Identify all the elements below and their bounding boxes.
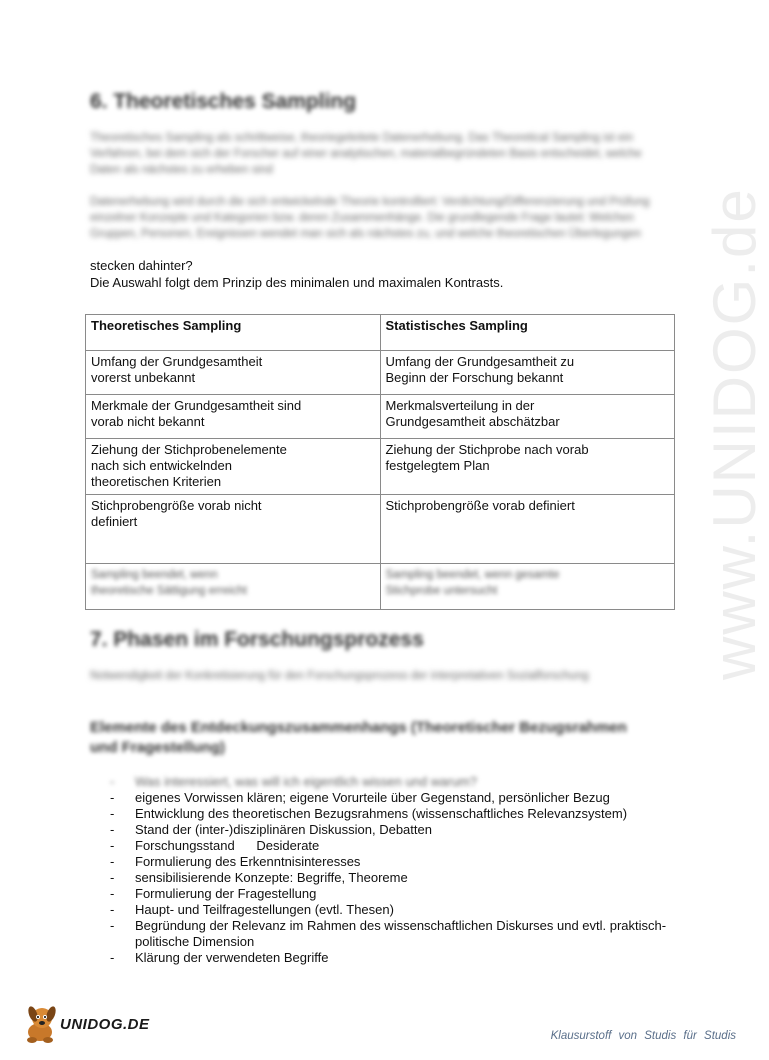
list-bullet: -: [110, 806, 115, 821]
list-bullet: -: [110, 854, 115, 869]
section-7-intro: Notwendigkeit der Konkretisierung für den Forschungsprozess der interpretativen Sozialforschung: [90, 670, 589, 682]
table-cell: Umfang der Grundgesamtheit zu Beginn der Forschung bekannt: [380, 351, 675, 395]
list-item: [110, 886, 670, 902]
list-item: [110, 790, 670, 806]
list-item-text: Haupt- und Teilfragestellungen (evtl. Thesen): [135, 902, 394, 917]
list-bullet: -: [110, 918, 115, 933]
list-bullet: -: [110, 950, 115, 965]
table-cell: [86, 564, 381, 610]
table-cell: Umfang der Grundgesamtheit vorerst unbekannt: [86, 351, 381, 395]
section-7-subheading: Elemente des Entdeckungszusammenhangs (Theoretischer Bezugsrahmen und Fragestellung): [90, 719, 627, 756]
list-item: [110, 950, 670, 966]
list-item-text: Formulierung der Fragestellung: [135, 886, 317, 901]
section-6-paragraph-2: Datenerhebung wird durch die sich entwickelnde Theorie kontrolliert: Verdichtung/Differenzierung und Prüfung einzelner Konzepte und Kategorien bzw. deren Zusammenhänge. Die grundlegende Frage lautet: Welchen Gruppen, Personen, Ereignissen wendet man sich als nächstes zu, und welche theoretischen Überlegungen: [90, 196, 650, 240]
list-item: [110, 838, 670, 854]
list-bullet: -: [110, 822, 115, 837]
dog-mascot-icon: [22, 1002, 62, 1044]
list-item-text: sensibilisierende Konzepte: Begriffe, Theoreme: [135, 870, 408, 885]
list-bullet: -: [110, 790, 115, 805]
table-cell: Merkmale der Grundgesamtheit sind vorab nicht bekannt: [86, 395, 381, 439]
watermark-text: www.UNIDOG.de: [701, 187, 768, 680]
section-6-paragraph-1: Theoretisches Sampling als schrittweise, theoriegeleitete Datenerhebung. Das Theoretical Sampling ist ein Verfahren, bei dem sich der Forscher auf einer analytischen, materialbegründeten Basis entscheidet, welche Daten als nächstes zu erheben sind: [90, 132, 642, 176]
table-header-cell: Statistisches Sampling: [380, 315, 675, 351]
table-cell-text: Sampling beendet, wenn gesamte Stichprobe untersucht: [385, 569, 560, 597]
list-item-text: Klärung der verwendeten Begriffe: [135, 950, 329, 965]
list-item: [110, 854, 670, 870]
list-item: [110, 870, 670, 886]
table-row: [86, 351, 675, 395]
table-header-row: [86, 315, 675, 351]
table-row: [86, 395, 675, 439]
unidog-logo[interactable]: [22, 1002, 162, 1048]
table-cell: Ziehung der Stichprobenelemente nach sich entwickelnden theoretischen Kriterien: [86, 439, 381, 495]
list-bullet: -: [110, 886, 115, 901]
list-bullet: -: [110, 838, 115, 853]
table-cell: [380, 564, 675, 610]
list-item-text: Was interessiert, was will ich eigentlich wissen und warum?: [135, 774, 477, 789]
elements-list: [110, 774, 670, 966]
logo-wordmark: UNIDOG.DE: [60, 1016, 150, 1033]
sampling-comparison-table: [85, 314, 675, 610]
list-bullet: -: [110, 774, 115, 789]
list-item-text: eigenes Vorwissen klären; eigene Vorurteile über Gegenstand, persönlicher Bezug: [135, 790, 610, 805]
table-cell: Stichprobengröße vorab definiert: [380, 495, 675, 564]
list-bullet: -: [110, 870, 115, 885]
section-6-heading: 6. Theoretisches Sampling: [90, 90, 357, 113]
table-cell: Ziehung der Stichprobe nach vorab festgelegtem Plan: [380, 439, 675, 495]
table-row: [86, 495, 675, 564]
list-item-text: Formulierung des Erkenntnisinteresses: [135, 854, 361, 869]
table-header-cell: Theoretisches Sampling: [86, 315, 381, 351]
list-item-text: Entwicklung des theoretischen Bezugsrahmens (wissenschaftliches Relevanzsystem): [135, 806, 628, 821]
section-6-line-auswahl: Die Auswahl folgt dem Prinzip des minimalen und maximalen Kontrasts.: [90, 275, 504, 290]
list-item-text: Begründung der Relevanz im Rahmen des wissenschaftlichen Diskurses und evtl. praktisch-politische Dimension: [135, 918, 667, 949]
table-row: [86, 564, 675, 610]
section-7-heading: 7. Phasen im Forschungsprozess: [90, 628, 424, 651]
table-cell: Stichprobengröße vorab nicht definiert: [86, 495, 381, 564]
list-item: [110, 822, 670, 838]
table-cell: Merkmalsverteilung in der Grundgesamtheit abschätzbar: [380, 395, 675, 439]
list-item: [110, 918, 670, 950]
list-item: [110, 902, 670, 918]
list-item-text: Forschungsstand Desiderate: [135, 838, 320, 853]
list-item: [110, 774, 670, 790]
table-row: [86, 439, 675, 495]
list-item: [110, 806, 670, 822]
list-bullet: -: [110, 902, 115, 917]
list-item-text: Stand der (inter-)disziplinären Diskussion, Debatten: [135, 822, 432, 837]
table-cell-text: Sampling beendet, wenn theoretische Sättigung erreicht: [91, 569, 247, 597]
footer-tagline: Klausurstoff von Studis für Studis: [550, 1030, 736, 1042]
section-6-line-stecken: stecken dahinter?: [90, 258, 193, 273]
